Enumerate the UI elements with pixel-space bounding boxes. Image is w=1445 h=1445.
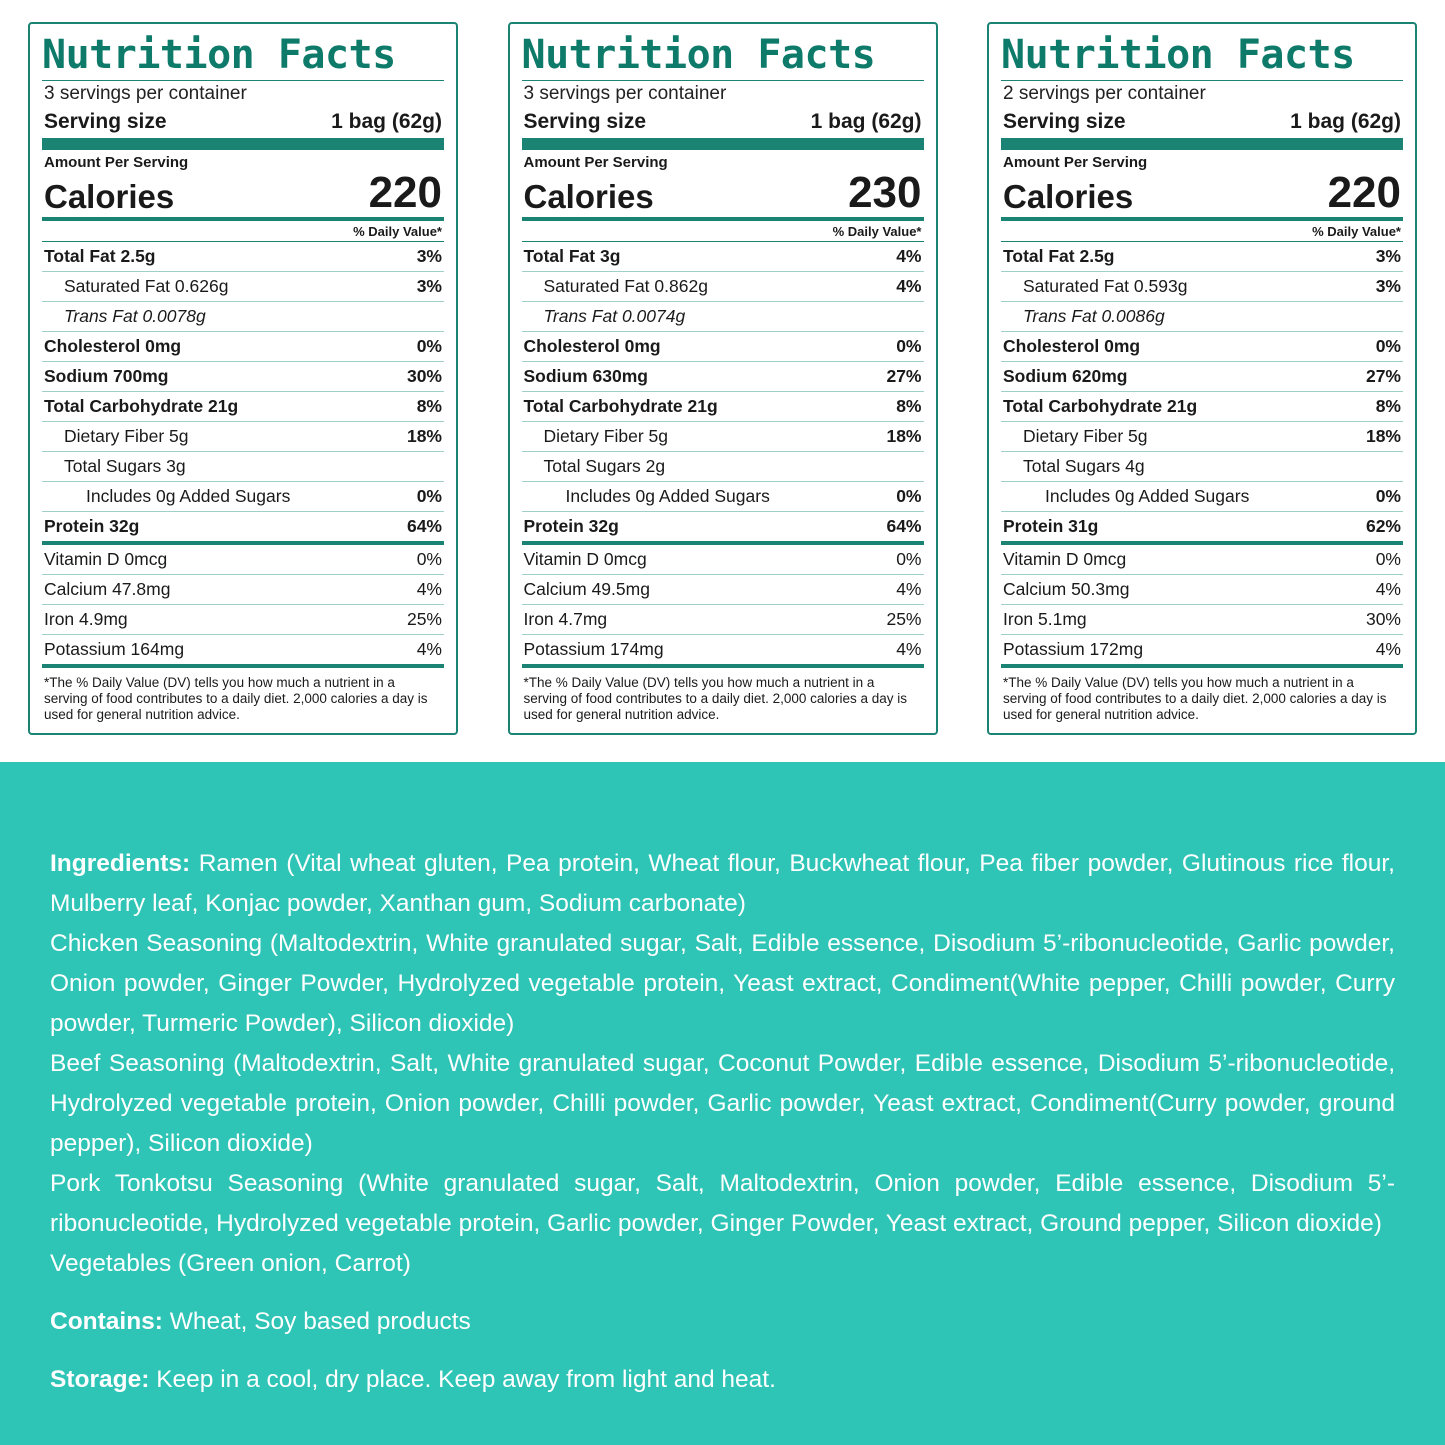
nutrient-percent: 3% [416, 246, 442, 266]
nutrient-name: Sodium 630mg [523, 366, 648, 386]
table-row [522, 575, 924, 604]
table-row [1001, 272, 1403, 301]
table-row [1001, 242, 1403, 271]
table-row [522, 272, 924, 301]
nutrient-percent: 18% [1365, 426, 1401, 446]
ingredients-label: Ingredients: [50, 850, 191, 877]
ingredients-section [0, 762, 1445, 1445]
nutrient-name: Cholesterol 0mg [44, 336, 182, 356]
table-row [522, 392, 924, 421]
nutrient-name: Calcium 47.8mg [44, 579, 171, 599]
serving-size-row [522, 108, 924, 138]
ingredients-text-wrap [0, 832, 1445, 1400]
nutrient-name: Protein 32g [523, 516, 619, 536]
servings-per-container: 2 servings per container [1003, 83, 1206, 104]
table-row [42, 302, 444, 331]
nutrition-facts-panel-2 [508, 22, 938, 735]
table-row [1001, 452, 1403, 481]
nutrient-name: Potassium 164mg [44, 639, 185, 659]
table-row [522, 362, 924, 391]
panel-title: Nutrition Facts [42, 32, 396, 78]
table-row [522, 482, 924, 511]
nutrient-name: Sodium 620mg [1003, 366, 1128, 386]
table-row [1001, 605, 1403, 634]
nutrient-name: Trans Fat 0.0074g [543, 306, 686, 326]
table-row [42, 575, 444, 604]
ingredients-beef: Beef Seasoning (Maltodextrin, Salt, White granulated sugar, Coconut Powder, Edible essence, Disodium 5’-ribonucleotide, Hydrolyzed vegetable protein, Onion powder, Chilli powder, Garlic powder, Yeast extract, Condiment(Curry powder, ground pepper), Silicon dioxide) [50, 1050, 1395, 1157]
nutrient-name: Iron 5.1mg [1003, 609, 1087, 629]
table-row [522, 332, 924, 361]
nutrient-name: Iron 4.9mg [44, 609, 128, 629]
nutrient-name: Saturated Fat 0.626g [64, 276, 229, 296]
serving-size-row [1001, 108, 1403, 138]
table-row [522, 545, 924, 574]
nutrient-percent: 18% [406, 426, 442, 446]
table-row [42, 635, 444, 664]
nutrient-percent: 30% [1365, 609, 1401, 629]
nutrient-percent: 3% [1375, 276, 1401, 296]
table-row [42, 242, 444, 271]
nutrient-percent: 0% [896, 486, 922, 506]
table-row [1001, 302, 1403, 331]
nutrient-name: Protein 32g [44, 516, 140, 536]
nutrient-name: Potassium 172mg [1003, 639, 1144, 659]
ingredients-block [50, 844, 1395, 1284]
serving-size-value: 1 bag (62g) [331, 110, 442, 133]
storage-line [50, 1360, 1395, 1400]
calories-row [42, 168, 444, 217]
table-row [1001, 332, 1403, 361]
table-row [42, 512, 444, 541]
table-row [1001, 545, 1403, 574]
servings-per-container: 3 servings per container [523, 83, 727, 104]
nutrient-name: Sodium 700mg [44, 366, 169, 386]
nutrient-name: Total Carbohydrate 21g [523, 396, 718, 416]
contains-label: Contains: [50, 1308, 163, 1335]
ingredients-vegetables: Vegetables (Green onion, Carrot) [50, 1250, 411, 1277]
nutrient-percent: 64% [886, 516, 922, 536]
nutrient-name: Vitamin D 0mcg [44, 549, 168, 569]
nutrient-percent: 25% [406, 609, 442, 629]
nutrient-name: Cholesterol 0mg [1003, 336, 1141, 356]
nutrient-percent: 64% [406, 516, 442, 536]
amount-per-serving-label: Amount Per Serving [523, 154, 668, 171]
table-row [42, 545, 444, 574]
nutrient-name: Dietary Fiber 5g [1023, 426, 1148, 446]
nutrient-percent: 4% [416, 579, 442, 599]
serving-size-value: 1 bag (62g) [810, 110, 922, 133]
nutrient-name: Total Sugars 4g [1023, 456, 1145, 476]
daily-value-header: % Daily Value* [1312, 224, 1401, 239]
panel-title: Nutrition Facts [1001, 32, 1355, 78]
amount-per-serving-label: Amount Per Serving [44, 154, 189, 171]
nutrient-percent: 4% [416, 639, 442, 659]
nutrient-name: Dietary Fiber 5g [64, 426, 189, 446]
daily-value-header: % Daily Value* [353, 224, 442, 239]
nutrition-facts-panel-3 [987, 22, 1417, 735]
daily-value-footnote: *The % Daily Value (DV) tells you how much a nutrient in a serving of food contributes to a daily diet. 2,000 calories a day is used for general nutrition advice. [523, 675, 907, 722]
calories-value: 230 [848, 168, 922, 217]
nutrient-percent: 0% [416, 549, 442, 569]
calories-row [522, 168, 924, 217]
nutrient-name: Total Sugars 3g [64, 456, 186, 476]
table-row [42, 392, 444, 421]
nutrient-name: Vitamin D 0mcg [1003, 549, 1127, 569]
nutrient-percent: 0% [896, 549, 922, 569]
nutrient-percent: 4% [896, 276, 922, 296]
contains-value: Wheat, Soy based products [162, 1308, 471, 1335]
calories-value: 220 [1327, 168, 1401, 217]
nutrient-percent: 4% [896, 639, 922, 659]
storage-value: Keep in a cool, dry place. Keep away from light and heat. [149, 1366, 776, 1393]
nutrient-percent: 0% [416, 486, 442, 506]
nutrient-percent: 18% [886, 426, 922, 446]
ingredients-ramen: Ramen (Vital wheat gluten, Pea protein, Wheat flour, Buckwheat flour, Pea fiber powder, Glutinous rice flour, Mulberry leaf, Konjac powder, Xanthan gum, Sodium carbonate) [50, 850, 1395, 917]
nutrient-percent: 8% [416, 396, 442, 416]
table-row [522, 605, 924, 634]
nutrient-name: Iron 4.7mg [523, 609, 608, 629]
table-row [42, 332, 444, 361]
table-row [1001, 482, 1403, 511]
nutrient-name: Potassium 174mg [523, 639, 664, 659]
table-row [1001, 575, 1403, 604]
nutrient-percent: 62% [1365, 516, 1401, 536]
ingredients-line-ramen [50, 844, 1395, 924]
panel-title: Nutrition Facts [521, 32, 876, 78]
table-row [1001, 635, 1403, 664]
table-row [42, 272, 444, 301]
nutrient-percent: 0% [1375, 336, 1401, 356]
nutrient-percent: 4% [896, 246, 922, 266]
nutrient-percent: 4% [1375, 579, 1401, 599]
nutrient-percent: 27% [886, 366, 922, 386]
daily-value-footnote: *The % Daily Value (DV) tells you how much a nutrient in a serving of food contributes to a daily diet. 2,000 calories a day is used for general nutrition advice. [1003, 675, 1387, 722]
nutrient-name: Cholesterol 0mg [523, 336, 661, 356]
nutrient-name: Saturated Fat 0.862g [543, 276, 708, 296]
nutrient-percent: 8% [1375, 396, 1401, 416]
amount-per-serving-label: Amount Per Serving [1003, 154, 1148, 171]
nutrient-name: Dietary Fiber 5g [543, 426, 668, 446]
nutrient-name: Saturated Fat 0.593g [1023, 276, 1188, 296]
nutrition-facts-panel-1 [28, 22, 458, 735]
table-row [522, 242, 924, 271]
calories-label: Calories [523, 178, 654, 215]
nutrient-name: Total Sugars 2g [543, 456, 666, 476]
nutrient-percent: 0% [1375, 549, 1401, 569]
ingredients-pork: Pork Tonkotsu Seasoning (White granulated sugar, Salt, Maltodextrin, Onion powder, Edible essence, Disodium 5’-ribonucleotide, Hydrolyzed vegetable protein, Garlic powder, Ginger Powder, Yeast extract, Ground pepper, Silicon dioxide) [50, 1170, 1395, 1237]
table-row [42, 422, 444, 451]
serving-size-label: Serving size [44, 110, 167, 133]
nutrient-name: Total Carbohydrate 21g [44, 396, 239, 416]
nutrient-name: Calcium 49.5mg [523, 579, 650, 599]
nutrient-name: Trans Fat 0.0078g [64, 306, 206, 326]
calories-label: Calories [44, 178, 175, 215]
nutrient-name: Total Fat 2.5g [1003, 246, 1115, 266]
table-row [1001, 512, 1403, 541]
calories-row [1001, 168, 1403, 217]
calories-value: 220 [368, 168, 442, 217]
nutrient-name: Total Fat 3g [523, 246, 621, 266]
nutrient-percent: 4% [896, 579, 922, 599]
table-row [1001, 362, 1403, 391]
ingredients-chicken: Chicken Seasoning (Maltodextrin, White granulated sugar, Salt, Edible essence, Disodium 5’-ribonucleotide, Garlic powder, Onion powder, Ginger Powder, Hydrolyzed vegetable protein, Yeast extract, Condiment(White pepper, Chilli powder, Curry powder, Turmeric Powder), Silicon dioxide) [50, 930, 1395, 1037]
serving-size-row [42, 108, 444, 138]
serving-size-label: Serving size [1003, 110, 1126, 133]
nutrient-name: Calcium 50.3mg [1003, 579, 1130, 599]
table-row [522, 302, 924, 331]
nutrient-name: Vitamin D 0mcg [523, 549, 647, 569]
nutrient-percent: 30% [406, 366, 442, 386]
nutrient-percent: 27% [1365, 366, 1401, 386]
table-row [1001, 392, 1403, 421]
daily-value-footnote: *The % Daily Value (DV) tells you how much a nutrient in a serving of food contributes to a daily diet. 2,000 calories a day is used for general nutrition advice. [44, 675, 428, 722]
nutrient-percent: 4% [1375, 639, 1401, 659]
table-row [522, 422, 924, 451]
table-row [1001, 422, 1403, 451]
nutrient-name: Trans Fat 0.0086g [1023, 306, 1165, 326]
table-row [42, 605, 444, 634]
storage-label: Storage: [50, 1366, 150, 1393]
nutrient-name: Includes 0g Added Sugars [86, 486, 291, 506]
wave-divider-icon [0, 762, 1445, 832]
nutrient-name: Includes 0g Added Sugars [1045, 486, 1250, 506]
nutrient-percent: 0% [896, 336, 922, 356]
nutrient-percent: 0% [416, 336, 442, 356]
nutrient-name: Total Carbohydrate 21g [1003, 396, 1198, 416]
table-row [522, 452, 924, 481]
nutrient-percent: 25% [886, 609, 922, 629]
nutrient-percent: 3% [416, 276, 442, 296]
table-row [522, 512, 924, 541]
nutrient-name: Protein 31g [1003, 516, 1099, 536]
nutrient-name: Total Fat 2.5g [44, 246, 156, 266]
table-row [522, 635, 924, 664]
calories-label: Calories [1003, 178, 1134, 215]
table-row [42, 482, 444, 511]
servings-per-container: 3 servings per container [44, 83, 247, 104]
nutrient-percent: 0% [1375, 486, 1401, 506]
nutrition-panels [0, 22, 1445, 735]
nutrient-name: Includes 0g Added Sugars [565, 486, 770, 506]
nutrient-percent: 3% [1375, 246, 1401, 266]
table-row [42, 452, 444, 481]
nutrient-percent: 8% [896, 396, 922, 416]
serving-size-value: 1 bag (62g) [1290, 110, 1401, 133]
serving-size-label: Serving size [523, 110, 647, 133]
daily-value-header: % Daily Value* [832, 224, 922, 239]
contains-line [50, 1302, 1395, 1342]
table-row [42, 362, 444, 391]
